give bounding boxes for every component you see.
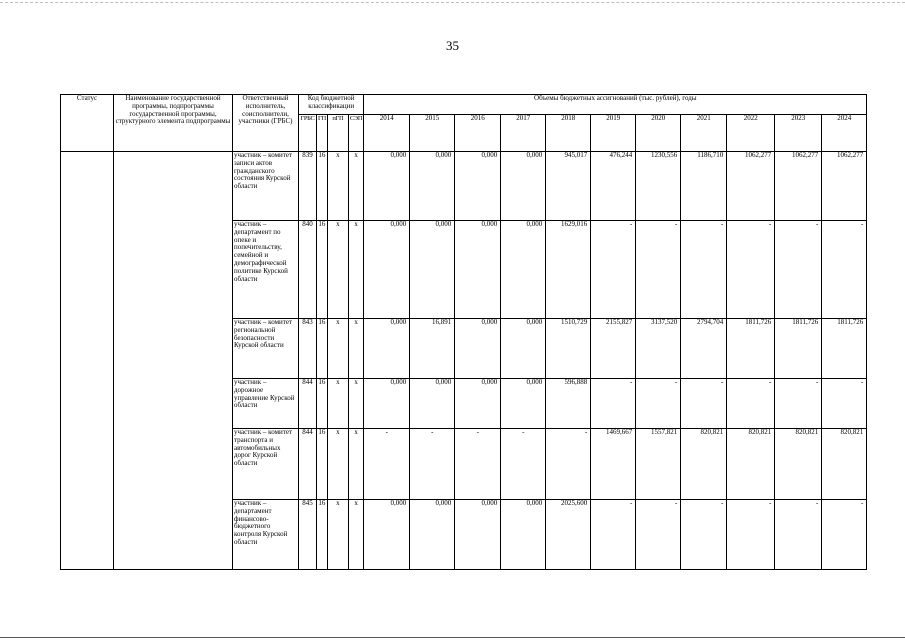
value-cell: 0,000 bbox=[455, 221, 501, 319]
value-cell: 3137,520 bbox=[636, 319, 681, 379]
header-year: 2023 bbox=[775, 115, 822, 152]
grbs-cell: 839 bbox=[299, 152, 317, 221]
value-cell: 1230,556 bbox=[636, 152, 681, 221]
value-cell: 596,888 bbox=[546, 379, 591, 429]
value-cell: 1557,821 bbox=[636, 429, 681, 500]
value-cell: - bbox=[775, 500, 822, 570]
header-year: 2022 bbox=[727, 115, 775, 152]
value-cell: - bbox=[775, 379, 822, 429]
value-cell: - bbox=[455, 429, 501, 500]
header-year: 2018 bbox=[546, 115, 591, 152]
header-grbs: ГРБС bbox=[299, 115, 317, 152]
name-cell bbox=[114, 152, 233, 570]
header-budget-code: Код бюджетной классификации bbox=[299, 95, 364, 115]
value-cell: - bbox=[364, 429, 410, 500]
value-cell: 1811,726 bbox=[822, 319, 867, 379]
header-year: 2017 bbox=[501, 115, 546, 152]
value-cell: 820,821 bbox=[775, 429, 822, 500]
value-cell: - bbox=[681, 500, 727, 570]
gp-cell: 16 bbox=[317, 379, 328, 429]
header-year: 2015 bbox=[410, 115, 455, 152]
value-cell: 0,000 bbox=[455, 152, 501, 221]
sep-cell: х bbox=[348, 152, 363, 221]
value-cell: 1811,726 bbox=[775, 319, 822, 379]
grbs-cell: 844 bbox=[299, 429, 317, 500]
value-cell: 16,891 bbox=[410, 319, 455, 379]
budget-table bbox=[60, 94, 867, 570]
value-cell: 820,821 bbox=[681, 429, 727, 500]
participant-cell: участник – комитет записи актов гражданского состояния Курской области bbox=[233, 152, 299, 221]
header-year: 2020 bbox=[636, 115, 681, 152]
value-cell: - bbox=[546, 429, 591, 500]
value-cell: 0,000 bbox=[364, 152, 410, 221]
pgp-cell: х bbox=[327, 379, 348, 429]
pgp-cell: х bbox=[327, 221, 348, 319]
value-cell: 0,000 bbox=[410, 152, 455, 221]
header-gp: ГП bbox=[317, 115, 328, 152]
grbs-cell: 843 bbox=[299, 319, 317, 379]
value-cell: - bbox=[636, 500, 681, 570]
value-cell: - bbox=[727, 379, 775, 429]
gp-cell: 16 bbox=[317, 429, 328, 500]
value-cell: - bbox=[681, 221, 727, 319]
pgp-cell: х bbox=[327, 500, 348, 570]
value-cell: - bbox=[822, 379, 867, 429]
gp-cell: 16 bbox=[317, 319, 328, 379]
value-cell: - bbox=[822, 221, 867, 319]
page-number: 35 bbox=[446, 38, 459, 53]
value-cell: - bbox=[636, 221, 681, 319]
header-year: 2014 bbox=[364, 115, 410, 152]
value-cell: 0,000 bbox=[410, 221, 455, 319]
value-cell: 1062,277 bbox=[775, 152, 822, 221]
header-pgp: пГП bbox=[327, 115, 348, 152]
value-cell: 1469,667 bbox=[591, 429, 636, 500]
pgp-cell: х bbox=[327, 429, 348, 500]
value-cell: 0,000 bbox=[455, 500, 501, 570]
value-cell: - bbox=[681, 379, 727, 429]
sep-cell: х bbox=[348, 319, 363, 379]
bottom-border-line bbox=[0, 637, 905, 638]
grbs-cell: 844 bbox=[299, 379, 317, 429]
value-cell: - bbox=[591, 221, 636, 319]
sep-cell: х bbox=[348, 500, 363, 570]
gp-cell: 16 bbox=[317, 221, 328, 319]
header-year: 2021 bbox=[681, 115, 727, 152]
table-row bbox=[61, 152, 867, 221]
value-cell: 0,000 bbox=[455, 319, 501, 379]
grbs-cell: 845 bbox=[299, 500, 317, 570]
gp-cell: 16 bbox=[317, 152, 328, 221]
value-cell: - bbox=[501, 429, 546, 500]
value-cell: 1186,710 bbox=[681, 152, 727, 221]
value-cell: 0,000 bbox=[410, 500, 455, 570]
value-cell: 0,000 bbox=[455, 379, 501, 429]
sep-cell: х bbox=[348, 379, 363, 429]
value-cell: 1062,277 bbox=[727, 152, 775, 221]
value-cell: 2794,704 bbox=[681, 319, 727, 379]
value-cell: - bbox=[775, 221, 822, 319]
gp-cell: 16 bbox=[317, 500, 328, 570]
value-cell: 2025,600 bbox=[546, 500, 591, 570]
value-cell: 820,821 bbox=[727, 429, 775, 500]
header-volumes: Объемы бюджетных ассигнований (тыс. рублей), годы bbox=[364, 95, 867, 115]
value-cell: 0,000 bbox=[501, 379, 546, 429]
header-status: Статус bbox=[61, 95, 114, 152]
value-cell: - bbox=[636, 379, 681, 429]
participant-cell: участник – комитет региональной безопасности Курской области bbox=[233, 319, 299, 379]
header-year: 2024 bbox=[822, 115, 867, 152]
value-cell: 0,000 bbox=[364, 319, 410, 379]
value-cell: 0,000 bbox=[501, 152, 546, 221]
status-cell bbox=[61, 152, 114, 570]
value-cell: 820,821 bbox=[822, 429, 867, 500]
sep-cell: х bbox=[348, 221, 363, 319]
value-cell: - bbox=[591, 379, 636, 429]
pgp-cell: х bbox=[327, 319, 348, 379]
grbs-cell: 840 bbox=[299, 221, 317, 319]
value-cell: 945,017 bbox=[546, 152, 591, 221]
header-responsible: Ответственный исполнитель, соисполнители, участники (ГРБС) bbox=[233, 95, 299, 152]
value-cell: - bbox=[591, 500, 636, 570]
sep-cell: х bbox=[348, 429, 363, 500]
participant-cell: участник – департамент по опеке и попечительству, семейной и демографической политике Курской области bbox=[233, 221, 299, 319]
participant-cell: участник – департамент финансово-бюджетного контроля Курской области bbox=[233, 500, 299, 570]
value-cell: 0,000 bbox=[364, 221, 410, 319]
value-cell: 476,244 bbox=[591, 152, 636, 221]
value-cell: 1510,729 bbox=[546, 319, 591, 379]
header-name: Наименование государственной программы, подпрограммы государственной программы, структурного элемента подпрограммы bbox=[114, 95, 233, 152]
pgp-cell: х bbox=[327, 152, 348, 221]
value-cell: - bbox=[727, 500, 775, 570]
top-border-line bbox=[0, 2, 905, 3]
participant-cell: участник – комитет транспорта и автомобильных дорог Курской области bbox=[233, 429, 299, 500]
value-cell: 0,000 bbox=[364, 379, 410, 429]
value-cell: 1629,016 bbox=[546, 221, 591, 319]
value-cell: 0,000 bbox=[501, 500, 546, 570]
value-cell: 1062,277 bbox=[822, 152, 867, 221]
header-year: 2016 bbox=[455, 115, 501, 152]
header-year: 2019 bbox=[591, 115, 636, 152]
value-cell: - bbox=[727, 221, 775, 319]
value-cell: 0,000 bbox=[501, 221, 546, 319]
value-cell: - bbox=[410, 429, 455, 500]
value-cell: 0,000 bbox=[410, 379, 455, 429]
value-cell: 0,000 bbox=[501, 319, 546, 379]
value-cell: 0,000 bbox=[364, 500, 410, 570]
header-row-1 bbox=[61, 95, 867, 115]
value-cell: 1811,726 bbox=[727, 319, 775, 379]
header-sep: СЭП bbox=[348, 115, 363, 152]
value-cell: 2155,827 bbox=[591, 319, 636, 379]
participant-cell: участник – дорожное управление Курской области bbox=[233, 379, 299, 429]
value-cell: - bbox=[822, 500, 867, 570]
